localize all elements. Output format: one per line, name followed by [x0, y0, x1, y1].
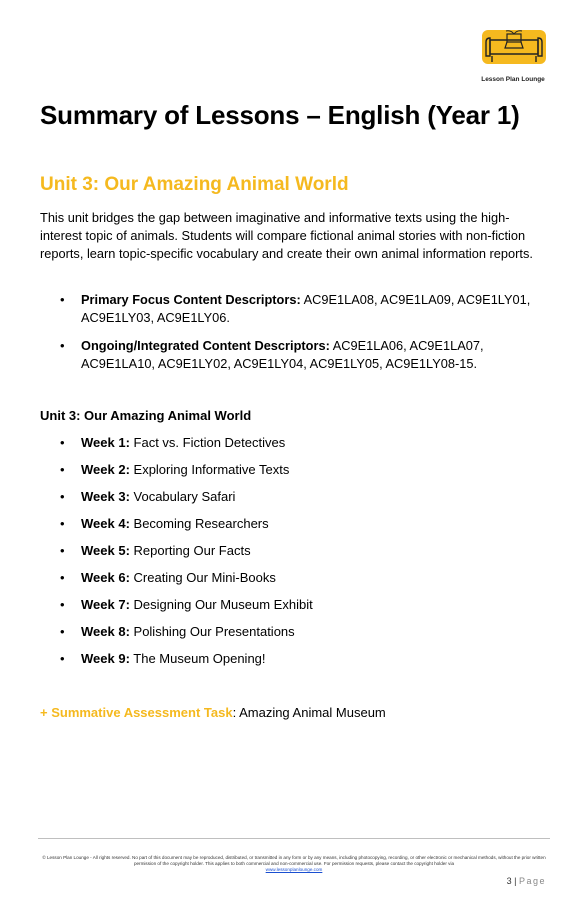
page-number-value: 3 [506, 876, 512, 886]
footer-copyright [42, 855, 546, 873]
summative-assessment [40, 705, 386, 720]
week-list [40, 434, 545, 677]
list-item [40, 434, 545, 461]
list-item [40, 337, 545, 373]
week-title: The Museum Opening! [129, 651, 266, 666]
descriptor-codes: AC9E1LA06, AC9E1LA07, AC9E1LA10, AC9E1LY02, AC9E1LY04, AC9E1LY05, AC9E1LY08-15. [81, 338, 484, 371]
week-label: Week 9: [81, 651, 130, 666]
list-item [40, 569, 545, 596]
descriptor-label: Ongoing/Integrated Content Descriptors: [81, 338, 330, 353]
week-label: Week 7: [81, 597, 130, 612]
week-title: Exploring Informative Texts [129, 462, 290, 477]
page-number: 3 | Page [506, 876, 546, 886]
page-title: Summary of Lessons – English (Year 1) [40, 100, 520, 130]
week-label: Week 5: [81, 543, 130, 558]
week-title: Polishing Our Presentations [129, 624, 295, 639]
assessment-label: + Summative Assessment Task [40, 705, 233, 720]
list-item [40, 623, 545, 650]
week-label: Week 1: [81, 435, 130, 450]
list-item [40, 515, 545, 542]
week-title: Vocabulary Safari [129, 489, 236, 504]
week-title: Reporting Our Facts [129, 543, 251, 558]
week-title: Creating Our Mini-Books [129, 570, 276, 585]
descriptor-codes: AC9E1LA08, AC9E1LA09, AC9E1LY01, AC9E1LY03, AC9E1LY06. [81, 292, 531, 325]
brand-name: Lesson Plan Lounge [481, 76, 545, 83]
week-label: Week 4: [81, 516, 130, 531]
website-link[interactable]: www.lessonplanlounge.com [265, 867, 323, 872]
list-item [40, 542, 545, 569]
list-item [40, 596, 545, 623]
week-title: Designing Our Museum Exhibit [129, 597, 313, 612]
descriptor-list [40, 291, 545, 383]
sofa-logo-icon [476, 26, 552, 70]
week-title: Fact vs. Fiction Detectives [129, 435, 286, 450]
list-item [40, 461, 545, 488]
week-label: Week 2: [81, 462, 130, 477]
unit-heading: Unit 3: Our Amazing Animal World [40, 174, 349, 195]
descriptor-label: Primary Focus Content Descriptors: [81, 292, 301, 307]
list-item [40, 488, 545, 515]
footer-divider [38, 838, 550, 839]
list-item [40, 291, 545, 327]
week-label: Week 3: [81, 489, 130, 504]
list-item [40, 650, 545, 677]
unit-subheading: Unit 3: Our Amazing Animal World [40, 408, 252, 423]
week-label: Week 8: [81, 624, 130, 639]
week-title: Becoming Researchers [129, 516, 269, 531]
page-label: Page [518, 876, 546, 886]
assessment-title: : Amazing Animal Museum [232, 705, 386, 720]
week-label: Week 6: [81, 570, 130, 585]
unit-intro: This unit bridges the gap between imaginative and informative texts using the high-interest topic of animals. Students will compare fictional animal stories with non-fiction reports, learn topic-specific vocabulary and create their own animal information reports. [40, 210, 533, 261]
copyright-text: © Lesson Plan Lounge - All rights reserved. No part of this document may be reproduced, distributed, or transmitted in any form or by any means, including photocopying, recording, or other electronic or mechanical methods, without the prior written permission of the copyright holder. This applies to both commercial and non-commercial use. For permission requests, please contact the copyright holder via [42, 855, 546, 866]
